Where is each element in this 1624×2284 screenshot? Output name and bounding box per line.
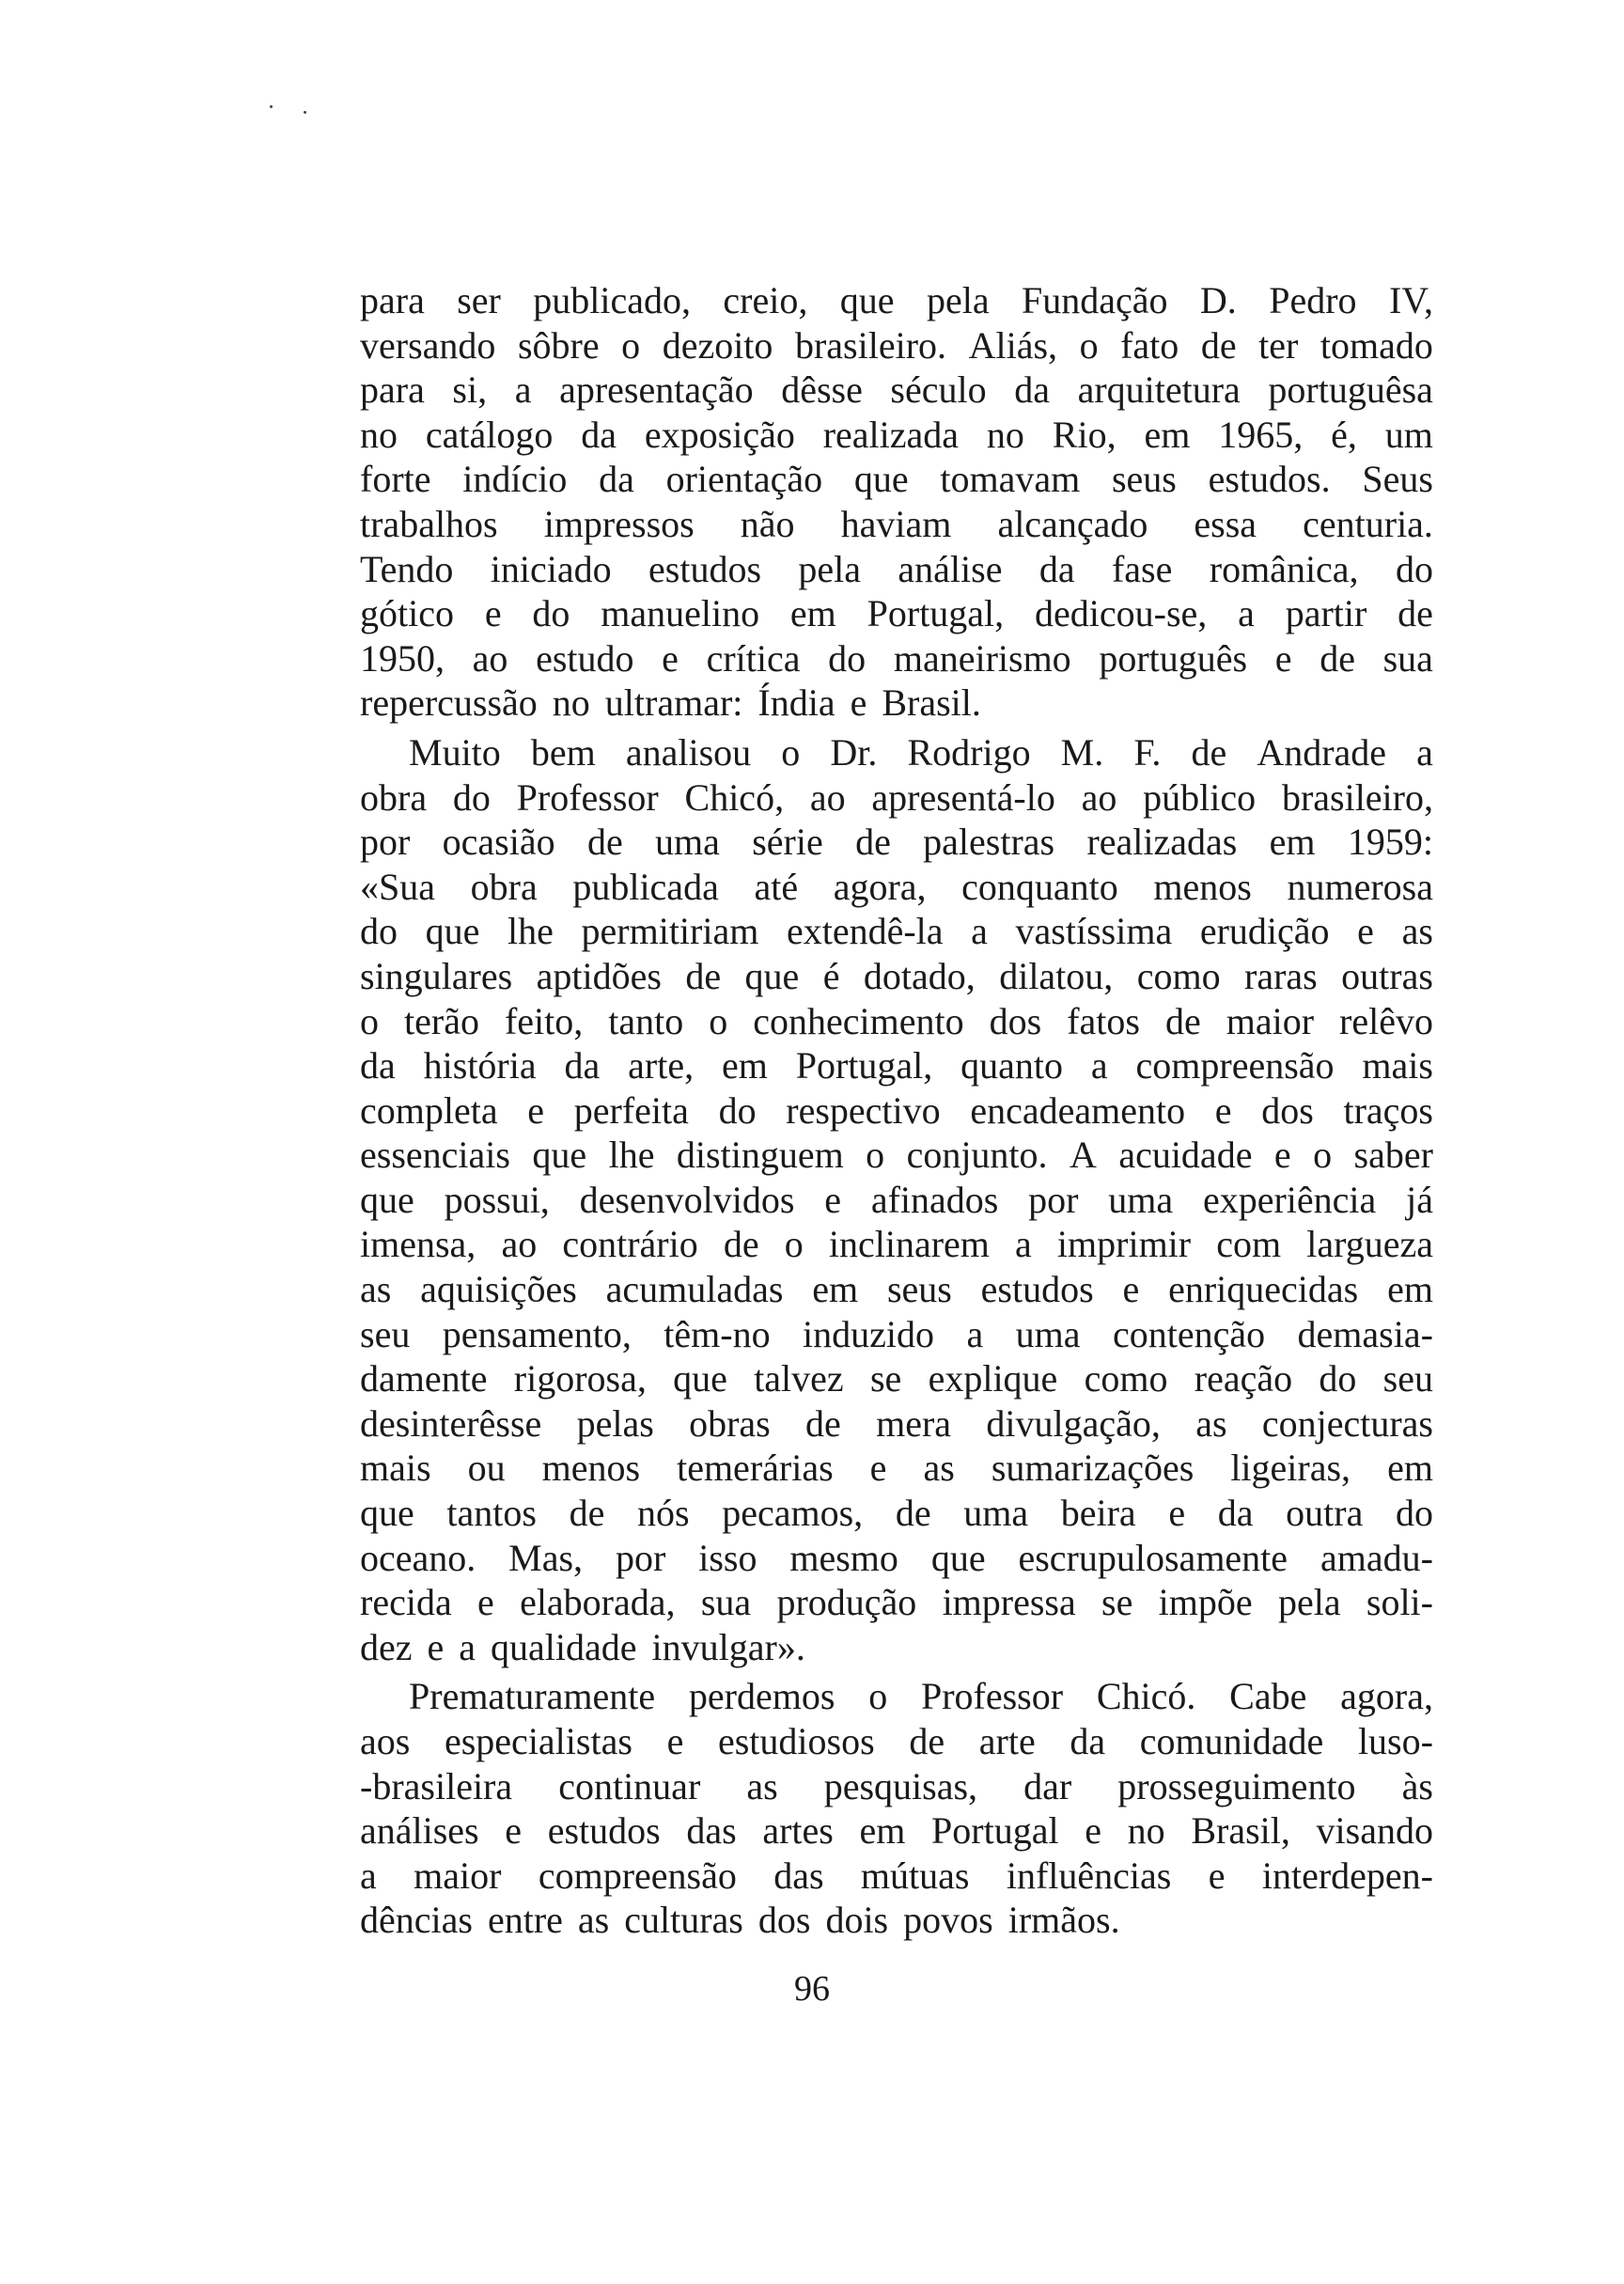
text-line: damente rigorosa, que talvez se explique como reação do seu xyxy=(360,1357,1433,1400)
page-number: 96 xyxy=(794,1969,830,2009)
text-line: a maior compreensão das mútuas influências e interdepen- xyxy=(360,1854,1433,1897)
text-line: Muito bem analisou o Dr. Rodrigo M. F. de Andrade a xyxy=(409,730,1433,774)
text-line: seu pensamento, têm-no induzido a uma contenção demasia- xyxy=(360,1312,1433,1355)
text-line: oceano. Mas, por isso mesmo que escrupulosamente amadu- xyxy=(360,1536,1433,1579)
text-line: que tantos de nós pecamos, de uma beira e da outra do xyxy=(360,1492,1433,1535)
text-line: imensa, ao contrário de o inclinarem a imprimir com largueza xyxy=(360,1223,1433,1266)
text-line: do que lhe permitiriam extendê-la a vastíssima erudição e as xyxy=(360,910,1433,953)
text-line: Tendo iniciado estudos pela análise da fase românica, do xyxy=(360,547,1433,590)
text-line: obra do Professor Chicó, ao apresentá-lo ao público brasileiro, xyxy=(360,775,1433,819)
text-line: da história da arte, em Portugal, quanto a compreensão mais xyxy=(360,1044,1433,1087)
text-line: mais ou menos temerárias e as sumarizações ligeiras, em xyxy=(360,1447,1433,1490)
text-line: completa e perfeita do respectivo encadeamento e dos traços xyxy=(360,1088,1433,1132)
body-text xyxy=(360,278,1433,1943)
text-line: gótico e do manuelino em Portugal, dedicou-se, a partir de xyxy=(360,592,1433,635)
text-line: que possui, desenvolvidos e afinados por uma experiência já xyxy=(360,1178,1433,1221)
text-line: desinterêsse pelas obras de mera divulgação, as conjecturas xyxy=(360,1401,1433,1445)
paragraph xyxy=(360,730,1433,1669)
text-line: «Sua obra publicada até agora, conquanto menos numerosa xyxy=(360,865,1433,908)
text-line: aos especialistas e estudiosos de arte da comunidade luso- xyxy=(360,1720,1433,1762)
text-line: o terão feito, tanto o conhecimento dos fatos de maior relêvo xyxy=(360,999,1433,1042)
text-line: trabalhos impressos não haviam alcançado essa centuria. xyxy=(360,502,1433,545)
scan-speck xyxy=(304,111,306,114)
text-line: repercussão no ultramar: Índia e Brasil. xyxy=(360,681,981,725)
paragraph xyxy=(360,1674,1433,1943)
text-line: análises e estudos das artes em Portugal e no Brasil, visando xyxy=(360,1809,1433,1853)
text-line: por ocasião de uma série de palestras realizadas em 1959: xyxy=(360,821,1433,864)
text-line: para si, a apresentação dêsse século da arquitetura portuguêsa xyxy=(360,368,1433,412)
text-line: -brasileira continuar as pesquisas, dar prosseguimento às xyxy=(360,1764,1433,1807)
text-line: forte indício da orientação que tomavam seus estudos. Seus xyxy=(360,458,1433,501)
text-line: essenciais que lhe distinguem o conjunto. A acuidade e o saber xyxy=(360,1134,1433,1177)
text-line: 1950, ao estudo e crítica do maneirismo português e de sua xyxy=(360,636,1433,680)
text-line: singulares aptidões de que é dotado, dilatou, como raras outras xyxy=(360,954,1433,997)
text-line: recida e elaborada, sua produção impressa se impõe pela soli- xyxy=(360,1581,1433,1624)
text-line: no catálogo da exposição realizada no Rio, em 1965, é, um xyxy=(360,413,1433,456)
text-line: dências entre as culturas dos dois povos irmãos. xyxy=(360,1899,1120,1942)
paragraph xyxy=(360,278,1433,726)
text-line: as aquisições acumuladas em seus estudos e enriquecidas em xyxy=(360,1268,1433,1311)
text-line: Prematuramente perdemos o Professor Chicó. Cabe agora, xyxy=(409,1675,1433,1718)
scan-speck xyxy=(270,105,273,108)
text-line: para ser publicado, creio, que pela Fundação D. Pedro IV, xyxy=(360,279,1433,321)
text-line: dez e a qualidade invulgar». xyxy=(360,1625,805,1668)
text-line: versando sôbre o dezoito brasileiro. Aliás, o fato de ter tomado xyxy=(360,323,1433,367)
